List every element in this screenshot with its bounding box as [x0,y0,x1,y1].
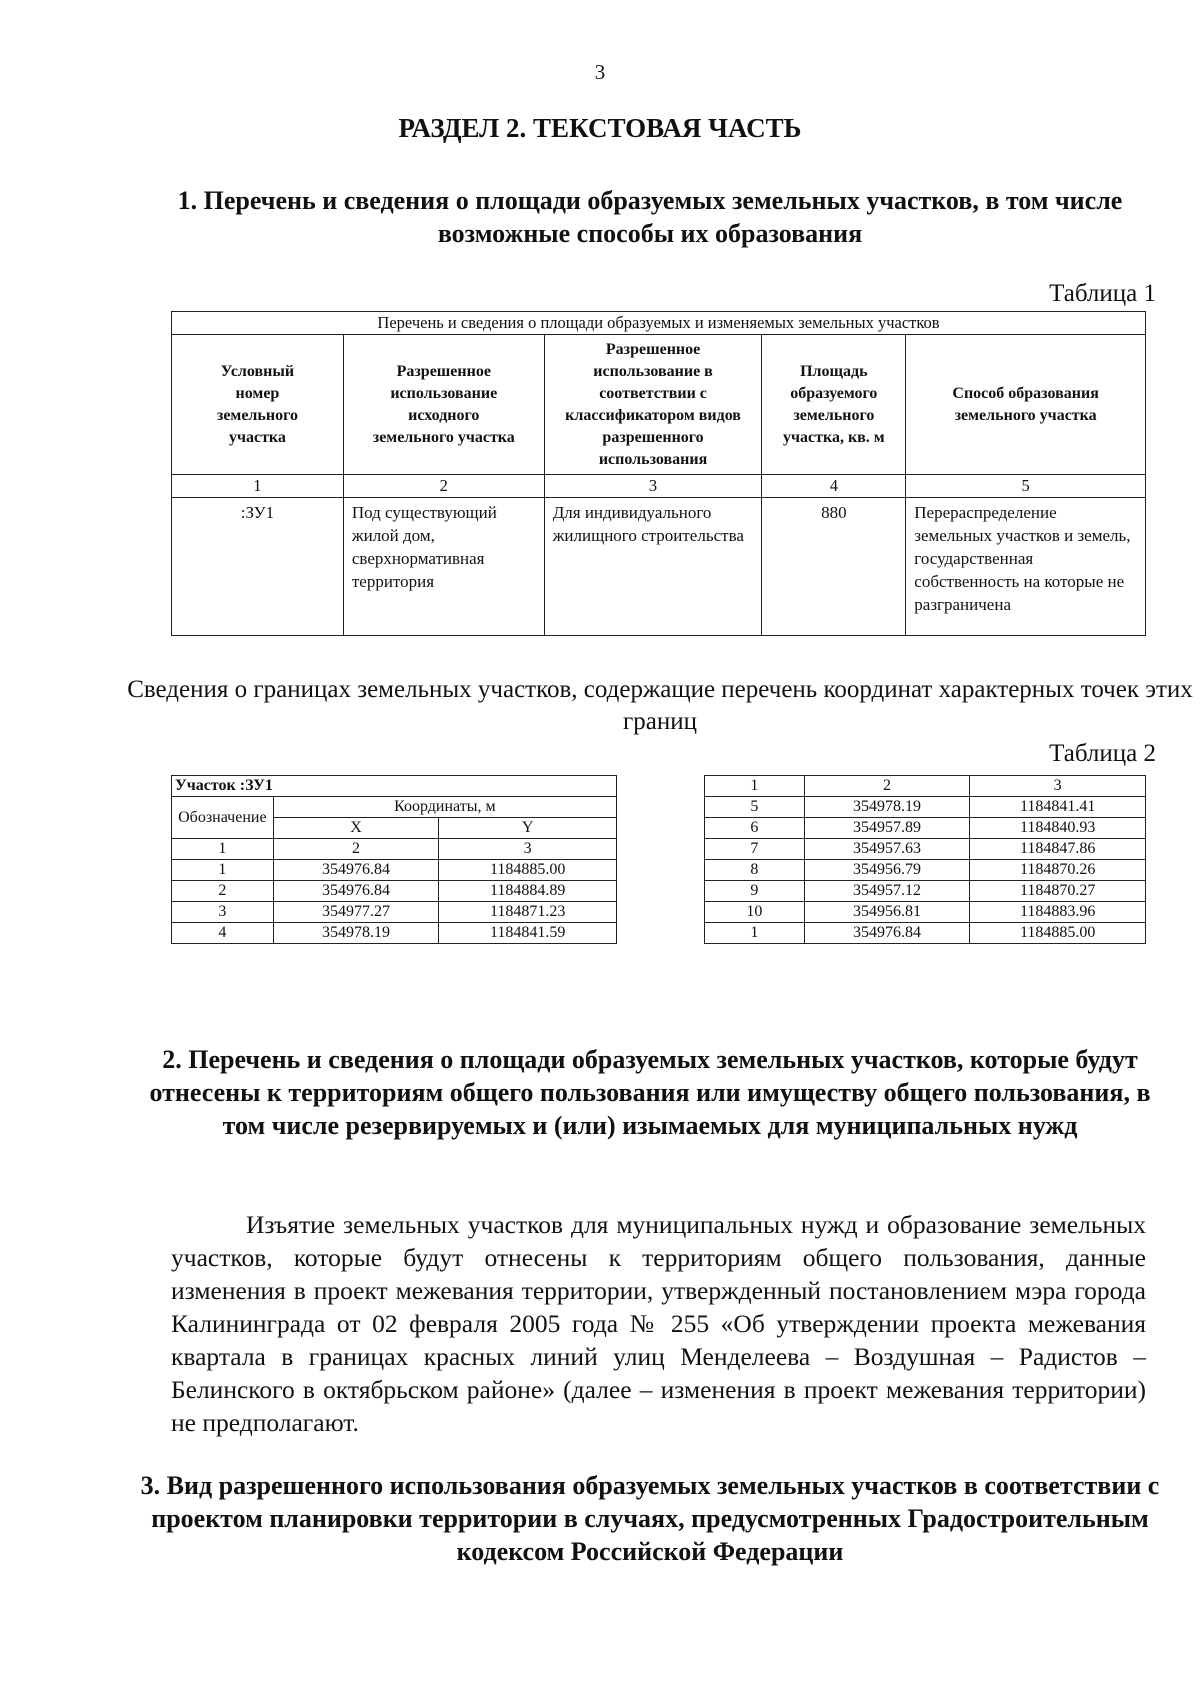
header-classifier-use: Разрешенное использование в соответствии с классификатором видов разрешенного использования [544,335,762,475]
x-value: 354976.84 [273,860,439,881]
plots-table [171,311,1146,636]
table-row [705,902,1146,923]
point-id: 9 [705,881,805,902]
y-value: 1184883.96 [970,902,1146,923]
coords-header: Координаты, м [273,797,616,818]
x-value: 354956.81 [804,902,970,923]
x-header: X [273,818,439,839]
table-row [172,860,617,881]
body-paragraph: Изъятие земельных участков для муниципальных нужд и образование земельных участков, которые будут отнесены к территориям общего пользования, данные изменения в проект межевания территории, утвержденный постановлением мэра города Калининграда от 02 февраля 2005 года № 255 «Об утверждении проекта межевания квартала в границах красных линий улиц Менделеева – Воздушная – Радистов – Белинского в октябрьском районе» (далее – изменения в проект межевания территории) не предполагают. [171,1210,1146,1437]
table-caption-row [172,312,1146,335]
coords-header-row [172,797,617,818]
table-row [705,839,1146,860]
column-number: 1 [172,475,344,498]
y-value: 1184884.89 [439,881,617,902]
plot-row [172,776,617,797]
column-number: 5 [906,475,1146,498]
table-row [172,902,617,923]
column-number: 3 [544,475,762,498]
y-value: 1184840.93 [970,818,1146,839]
page-number: 3 [594,60,606,84]
body-paragraph-container [171,1208,1146,1439]
column-number: 2 [343,475,544,498]
table-row [705,923,1146,944]
column-number: 4 [762,475,906,498]
cell-classifier-use: Для индивидуального жилищного строительства [544,498,762,636]
point-id: 10 [705,902,805,923]
x-value: 354957.12 [804,881,970,902]
point-id: 1 [172,860,274,881]
point-id: 3 [172,902,274,923]
heading-3: 3. Вид разрешенного использования образуемых земельных участков в соответствии с проектом планировки территории в случаях, предусмотренных Градостроительным кодексом Российской Федерации [140,1471,1160,1566]
y-value: 1184841.59 [439,923,617,944]
column-number: 3 [439,839,617,860]
point-id: 5 [705,797,805,818]
header-area: Площадь образуемого земельного участка, кв. м [762,335,906,475]
table-row [172,881,617,902]
section-title: РАЗДЕЛ 2. ТЕКСТОВАЯ ЧАСТЬ [398,113,802,143]
table-1-label: Таблица 1 [1049,280,1156,307]
header-source-use: Разрешенное использование исходного земельного участка [343,335,544,475]
table-row [705,860,1146,881]
cell-area: 880 [762,498,906,636]
x-value: 354957.89 [804,818,970,839]
table-row [705,797,1146,818]
cell-plot-number: :ЗУ1 [172,498,344,636]
column-number: 3 [970,776,1146,797]
x-value: 354956.79 [804,860,970,881]
column-number-row [172,475,1146,498]
y-header: Y [439,818,617,839]
column-number: 1 [172,839,274,860]
column-number: 2 [804,776,970,797]
y-value: 1184871.23 [439,902,617,923]
point-id: 8 [705,860,805,881]
header-plot-number: Условный номер земельного участка [172,335,344,475]
table-row [172,498,1146,636]
x-value: 354977.27 [273,902,439,923]
column-number-row [705,776,1146,797]
y-value: 1184847.86 [970,839,1146,860]
table-row [705,818,1146,839]
y-value: 1184870.27 [970,881,1146,902]
table-header-row [172,335,1146,475]
x-value: 354957.63 [804,839,970,860]
point-id: 2 [172,881,274,902]
table-row [172,923,617,944]
y-value: 1184870.26 [970,860,1146,881]
point-id: 1 [705,923,805,944]
table-row [705,881,1146,902]
point-id: 4 [172,923,274,944]
point-id: 6 [705,818,805,839]
x-value: 354978.19 [804,797,970,818]
point-id: 7 [705,839,805,860]
y-value: 1184841.41 [970,797,1146,818]
heading-2: 2. Перечень и сведения о площади образуемых земельных участков, которые будут отнесены к территориям общего пользования или имуществу общего пользования, в том числе резервируемых и (или) изымаемых для муниципальных нужд [149,1045,1151,1140]
table-2-label: Таблица 2 [1049,740,1156,767]
column-number: 2 [273,839,439,860]
header-method: Способ образования земельного участка [906,335,1146,475]
y-value: 1184885.00 [439,860,617,881]
cell-source-use: Под существующий жилой дом, сверхнормативная территория [343,498,544,636]
boundaries-subheading: Сведения о границах земельных участков, содержащие перечень координат характерных точек этих границ [127,676,1193,735]
table-caption: Перечень и сведения о площади образуемых и изменяемых земельных участков [172,312,1146,335]
y-value: 1184885.00 [970,923,1146,944]
x-value: 354978.19 [273,923,439,944]
designation-header: Обозначение [172,797,274,839]
cell-method: Перераспределение земельных участков и земель, государственная собственность на которые не разграничена [906,498,1146,636]
x-value: 354976.84 [804,923,970,944]
coordinates-table-left [171,775,617,944]
x-value: 354976.84 [273,881,439,902]
plot-label: Участок :ЗУ1 [172,776,617,797]
coordinates-table-right [704,775,1146,944]
column-number: 1 [705,776,805,797]
column-number-row [172,839,617,860]
heading-1: 1. Перечень и сведения о площади образуемых земельных участков, в том числе возможные способы их образования [177,186,1123,248]
